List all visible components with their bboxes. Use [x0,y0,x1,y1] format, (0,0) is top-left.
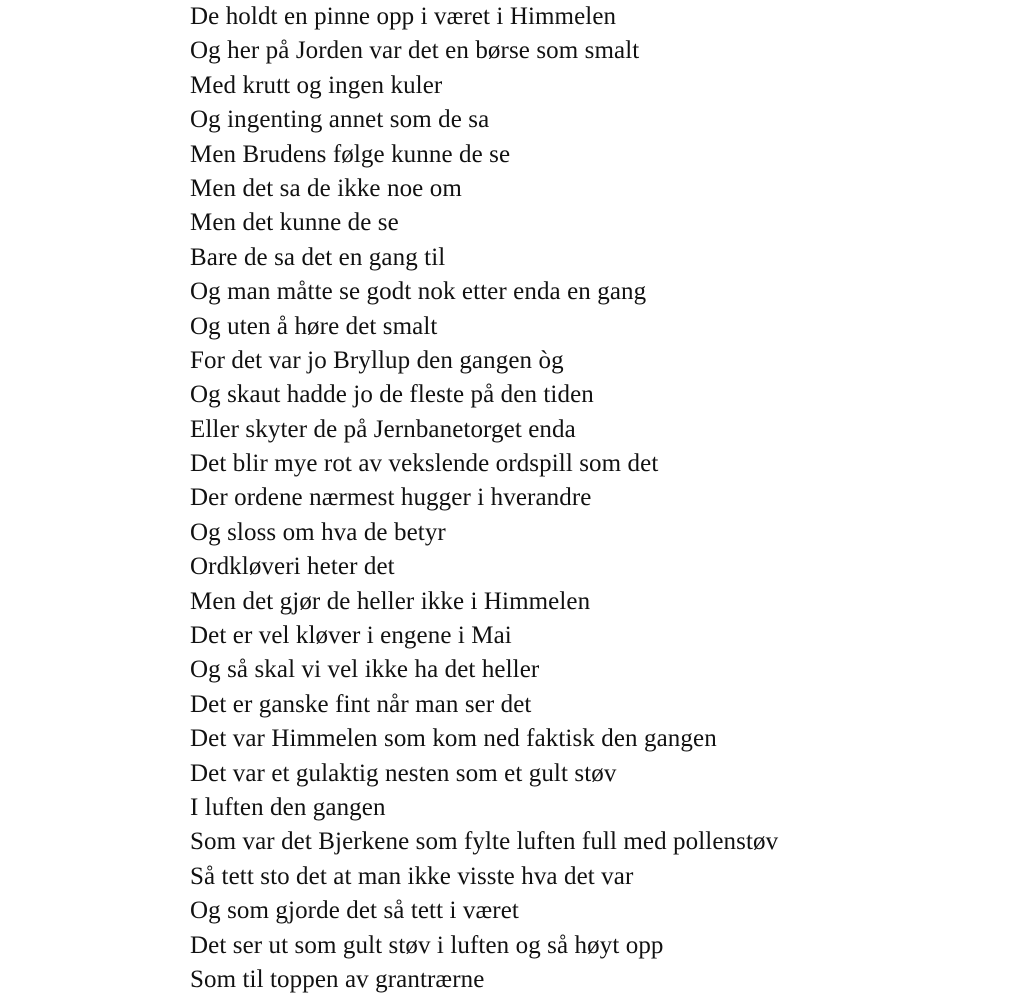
poem-line: Men det kunne de se [190,209,399,237]
poem-line: Det er ganske fint når man ser det [190,690,532,718]
poem-line: Men Brudens følge kunne de se [190,140,511,168]
poem-line: Eller skyter de på Jernbanetorget enda [190,415,576,443]
poem-text [190,0,778,997]
poem-line: Bare de sa det en gang til [190,243,446,271]
poem-line: Som til toppen av grantrærne [190,965,485,993]
poem-line: For det var jo Bryllup den gangen òg [190,346,564,374]
poem-line: Og skaut hadde jo de fleste på den tiden [190,381,594,409]
poem-line: Som var det Bjerkene som fylte luften full med pollenstøv [190,828,779,856]
poem-line: Og så skal vi vel ikke ha det heller [190,656,540,684]
poem-line: Så tett sto det at man ikke visste hva det var [190,862,634,890]
poem-line: Det var et gulaktig nesten som et gult støv [190,759,617,787]
poem-line: Men det sa de ikke noe om [190,174,462,202]
poem-line: De holdt en pinne opp i været i Himmelen [190,3,617,30]
poem-line: Og ingenting annet som de sa [190,106,490,134]
poem-line: Det var Himmelen som kom ned faktisk den gangen [190,725,717,753]
poem-line: Det blir mye rot av vekslende ordspill som det [190,450,659,478]
poem-line: Det er vel kløver i engene i Mai [190,622,512,650]
poem-line: Og sloss om hva de betyr [190,518,446,546]
poem-line: Og her på Jorden var det en børse som smalt [190,37,640,65]
poem-line: Og som gjorde det så tett i været [190,897,519,925]
poem-line: Og uten å høre det smalt [190,312,438,340]
poem-line: I luften den gangen [190,793,386,821]
poem-line: Ordkløveri heter det [190,553,395,581]
poem-line: Der ordene nærmest hugger i hverandre [190,484,592,512]
poem-line: Det ser ut som gult støv i luften og så høyt opp [190,931,664,959]
poem-line: Med krutt og ingen kuler [190,71,443,99]
poem-line: Men det gjør de heller ikke i Himmelen [190,587,591,615]
poem-line: Og man måtte se godt nok etter enda en gang [190,278,647,306]
